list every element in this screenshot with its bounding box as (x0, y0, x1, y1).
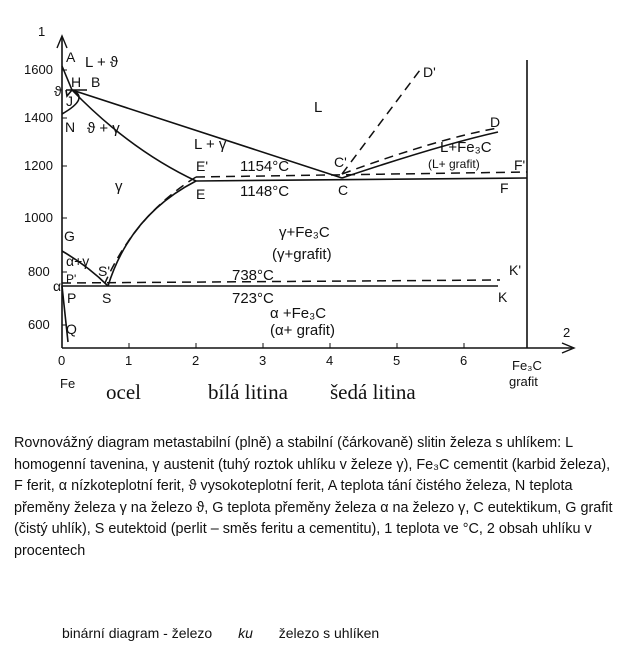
point-label-s: S (102, 290, 112, 306)
point-label-s-prime: S' (98, 263, 111, 279)
x-ticks (58, 343, 467, 368)
footer-left: binární diagram - železo (62, 625, 213, 641)
point-label-f: F (500, 180, 509, 196)
y-tick-label: 1600 (24, 62, 53, 77)
temp-738: 738°C (232, 267, 274, 284)
x-tick-label: 3 (259, 353, 267, 368)
point-label-f-prime: F' (514, 157, 526, 173)
x-tick-label: 1 (125, 353, 133, 368)
y-tick-label: 800 (28, 264, 50, 279)
x-tick-label: 2 (192, 353, 200, 368)
region-gamma-grafit: (γ+grafit) (272, 246, 332, 263)
label-steel: ocel (106, 380, 141, 404)
point-label-a: A (66, 49, 76, 65)
point-label-k: K (498, 289, 508, 305)
figure-caption: Rovnovážný diagram metastabilní (plně) a stabilní (čárkovaně) slitin železa s uhlíkem: L homogenní tavenina, γ austenit (tuhý roztok uhlíku v železe γ), Fe₃C cementit (karbid železa), F ferit, α nízkoteplotní ferit, ϑ vysokoteplotní ferit, A teplota tání čistého železa, N teplota přeměny železa γ na železo ϑ, G teplota přeměny železa α na železo γ, C eutektikum, G grafit (čistý uhlík), S eutektoid (perlit – směs feritu a cementitu), 1 teplota ve °C, 2 obsah uhlíku v procentech (14, 435, 613, 559)
point-label-d-prime: D' (423, 64, 436, 80)
y-tick-label: 1000 (24, 210, 53, 225)
x-left-label: Fe (60, 376, 76, 391)
x-tick-label: 4 (326, 353, 334, 368)
metastable-lines (62, 66, 527, 342)
point-label-q: Q (66, 321, 77, 337)
x-axis-number: 2 (563, 325, 571, 340)
x-tick-label: 5 (393, 353, 401, 368)
point-label-k-prime: K' (509, 262, 522, 278)
region-alpha-grafit: (α+ grafit) (270, 322, 335, 339)
point-label-j: J (66, 93, 73, 109)
point-label-h: H (71, 74, 82, 90)
temp-723: 723°C (232, 290, 274, 307)
point-label-p: P (67, 290, 77, 306)
temp-1154: 1154°C (240, 158, 290, 175)
y-axis-number: 1 (38, 24, 46, 39)
region-gamma: γ (115, 178, 123, 195)
y-tick-label: 1400 (24, 110, 53, 125)
temp-1148: 1148°C (240, 183, 290, 200)
footer (62, 625, 401, 641)
y-tick-label: 1200 (24, 158, 53, 173)
footer-right: železo s uhlíken (278, 625, 380, 641)
point-label-b: B (91, 74, 101, 90)
point-label-theta: ϑ (54, 83, 62, 99)
x-right-label: Fe₃C (512, 358, 542, 373)
point-label-n: N (65, 119, 76, 135)
x-tick-label: 6 (460, 353, 468, 368)
point-label-g: G (64, 228, 75, 244)
region-gamma-fe3c: γ+Fe₃C (279, 224, 330, 241)
x-right-sublabel: grafit (509, 374, 538, 389)
point-label-d: D (490, 114, 501, 130)
point-label-e: E (196, 186, 206, 202)
region-l-gamma: L + γ (194, 136, 227, 153)
y-tick-label: 600 (28, 317, 50, 332)
label-grey-iron: šedá litina (330, 380, 416, 404)
point-label-alpha: α (53, 278, 62, 294)
label-white-iron: bílá litina (208, 380, 288, 404)
point-label-p-prime: P' (66, 272, 77, 286)
region-l: L (314, 99, 323, 116)
x-tick-label: 0 (58, 353, 66, 368)
point-label-e-prime: E' (196, 158, 209, 174)
region-alpha-fe3c: α +Fe₃C (270, 305, 327, 322)
region-theta-gamma: ϑ + γ (87, 120, 120, 137)
region-l-theta: L + ϑ (85, 54, 119, 71)
footer-middle: ku (238, 625, 253, 641)
point-label-c: C (338, 182, 349, 198)
region-l-grafit: (L+ grafit) (428, 157, 480, 171)
region-alpha-gamma: α+γ (66, 253, 90, 269)
point-label-c-prime: C' (334, 154, 347, 170)
region-l-fe3c: L+Fe₃C (440, 139, 492, 156)
